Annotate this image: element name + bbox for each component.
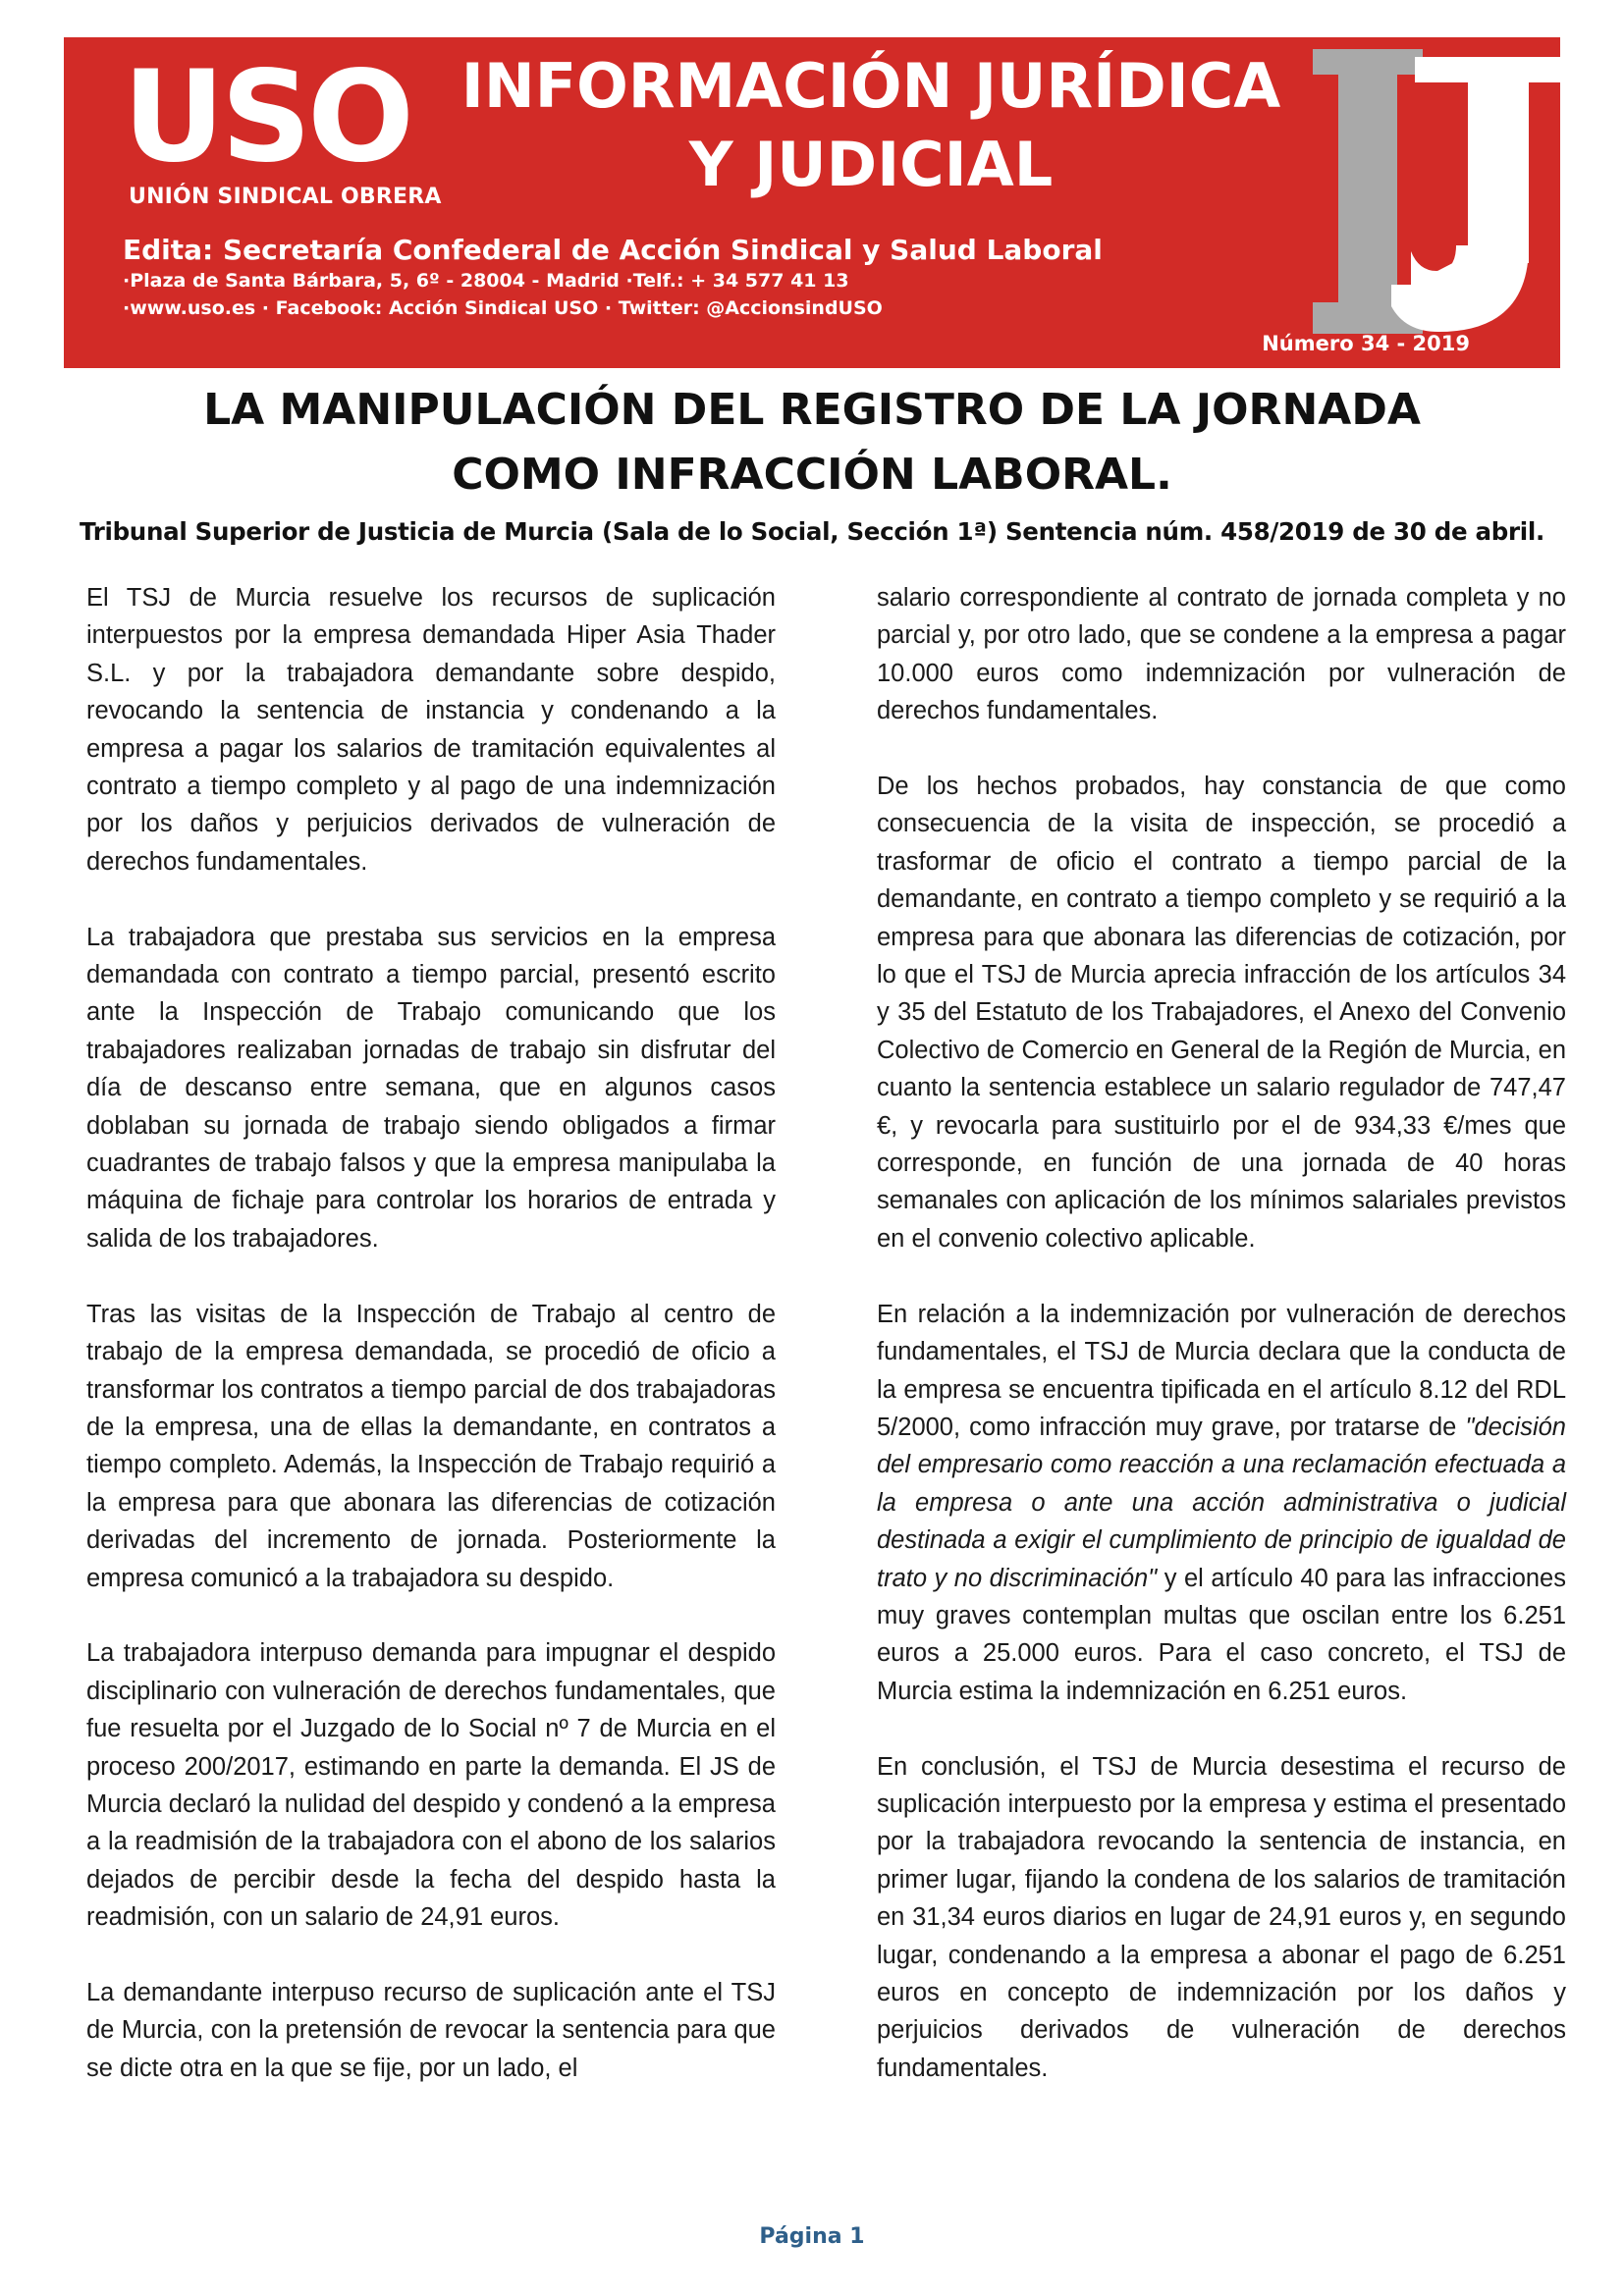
article-subtitle: Tribunal Superior de Justicia de Murcia (Sala de lo Social, Sección 1ª) Sentencia núm. 458/2019 de 30 de abril.: [79, 517, 1545, 546]
publication-title-line2: Y JUDICIAL: [688, 129, 1054, 200]
left-column: [86, 579, 776, 2125]
paragraph: La trabajadora interpuso demanda para impugnar el despido disciplinario con vulneración de derechos fundamentales, que fue resuelta por el Juzgado de lo Social nº 7 de Murcia en el proceso 200/2017, estimando en parte la demanda. El JS de Murcia declaró la nulidad del despido y condenó a la empresa a la readmisión de la trabajadora con el abono de los salarios dejados de percibir desde la fecha del despido hasta la readmisión, con un salario de 24,91 euros.: [86, 1639, 776, 1932]
article-title-line1: LA MANIPULACIÓN DEL REGISTRO DE LA JORNADA: [203, 385, 1421, 435]
paragraph: salario correspondiente al contrato de jornada completa y no parcial y, por otro lado, que se condene a la empresa a pagar 10.000 euros como indemnización por vulneración de derechos fundamentales.: [877, 584, 1566, 725]
paragraph: La demandante interpuso recurso de suplicación ante el TSJ de Murcia, con la pretensión de revocar la sentencia para que se dicte otra en la que se fije, por un lado, el: [86, 1978, 776, 2082]
uso-logo-subtitle: UNIÓN SINDICAL OBRERA: [129, 185, 442, 209]
publication-title-line1: INFORMACIÓN JURÍDICA: [460, 50, 1281, 122]
article-title-line2: COMO INFRACCIÓN LABORAL.: [452, 450, 1172, 500]
ij-logo-icon: [1309, 49, 1564, 334]
paragraph: En conclusión, el TSJ de Murcia desestima el recurso de suplicación interpuesto por la empresa y estima el presentado por la trabajadora revocando la sentencia de instancia, en primer lugar, fijando la condena de los salarios de tramitación en 31,34 euros diarios en lugar de 24,91 euros y, en segundo lugar, condenando a la empresa a abonar el pago de 6.251 euros en concepto de indemnización por los daños y perjuicios derivados de vulneración de derechos fundamentales.: [877, 1752, 1566, 2082]
paragraph: El TSJ de Murcia resuelve los recursos de suplicación interpuestos por la empresa demandada Hiper Asia Thader S.L. y por la trabajadora demandante sobre despido, revocando la sentencia de instancia y condenando a la empresa a pagar los salarios de tramitación equivalentes al contrato a tiempo completo y al pago de una indemnización por los daños y perjuicios derivados de vulneración de derechos fundamentales.: [86, 584, 776, 876]
publication-title: [429, 47, 1313, 204]
uso-logo-mark: [123, 44, 457, 190]
uso-logo-letters: USO: [123, 44, 410, 190]
web-social-line: ·www.uso.es · Facebook: Acción Sindical USO · Twitter: @AccionsindUSO: [123, 297, 883, 319]
issue-number: Número 34 - 2019: [1262, 332, 1470, 355]
quote-lead-text: En relación a la indemnización por vulneración de derechos fundamentales, el TSJ de Murcia declara que la conducta de la empresa se encuentra tipificada en el artículo 8.12 del RDL 5/2000, como infracción muy grave, por tratarse de: [877, 1300, 1566, 1441]
quote-tail-text: y el artículo 40 para las infracciones muy graves contemplan multas que oscilan entre los 6.251 euros a 25.000 euros. Para el caso concreto, el TSJ de Murcia estima la indemnización en 6.251 euros.: [877, 1564, 1566, 1705]
address-line: ·Plaza de Santa Bárbara, 5, 6º - 28004 - Madrid ·Telf.: + 34 577 41 13: [123, 270, 849, 292]
right-column: [877, 579, 1566, 2125]
legal-quote: "decisión del empresario como reacción a una reclamación efectuada a la empresa o ante una acción administrativa o judicial destinada a exigir el cumplimiento de principio de igualdad de trato y no discriminación": [877, 1413, 1566, 1592]
paragraph-with-quote: [877, 1296, 1566, 1710]
uso-logo: [123, 44, 457, 209]
editor-line: Edita: Secretaría Confederal de Acción Sindical y Salud Laboral: [123, 234, 1103, 266]
paragraph: Tras las visitas de la Inspección de Trabajo al centro de trabajo de la empresa demandada, se procedió de oficio a transformar los contratos a tiempo parcial de dos trabajadoras de la empresa, una de ellas la demandante, en contratos a tiempo completo. Además, la Inspección de Trabajo requirió a la empresa para que abonara las diferencias de cotización derivadas del incremento de jornada. Posteriormente la empresa comunicó a la trabajadora su despido.: [86, 1300, 776, 1592]
paragraph: De los hechos probados, hay constancia de que como consecuencia de la visita de inspección, se procedió a trasformar de oficio el contrato a tiempo parcial de la demandante, en contrato a tiempo completo y se requirió a la empresa para que abonara las diferencias de cotización, por lo que el TSJ de Murcia aprecia infracción de los artículos 34 y 35 del Estatuto de los Trabajadores, el Anexo del Convenio Colectivo de Comercio en General de la Región de Murcia, en cuanto la sentencia establece un salario regulador de 747,47 €, y revocarla para sustituirlo por el de 934,33 €/mes que corresponde, en función de una jornada de 40 horas semanales con aplicación de los mínimos salariales previstos en el convenio colectivo aplicable.: [877, 773, 1566, 1253]
paragraph: La trabajadora que prestaba sus servicios en la empresa demandada con contrato a tiempo parcial, presentó escrito ante la Inspección de Trabajo comunicando que los trabajadores realizaban jornadas de trabajo sin disfrutar del día de descanso entre semana, que en algunos casos doblaban su jornada de trabajo siendo obligados a firmar cuadrantes de trabajo falsos y que la empresa manipulaba la máquina de fichaje para controlar los horarios de entrada y salida de los trabajadores.: [86, 923, 776, 1253]
page-number: Página 1: [759, 2224, 865, 2249]
header-band: [64, 37, 1560, 368]
article-title: [64, 378, 1560, 507]
